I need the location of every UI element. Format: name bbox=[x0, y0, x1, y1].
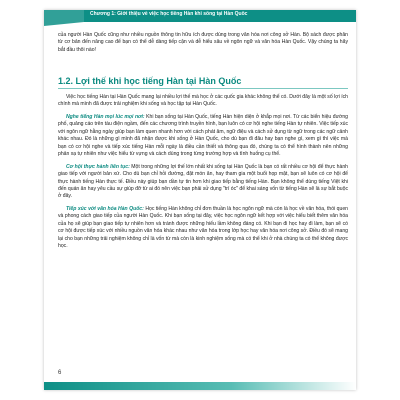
section-divider bbox=[58, 88, 348, 89]
section-body bbox=[58, 94, 348, 256]
paragraph-text: Học tiếng Hàn không chỉ đơn thuần là học ngôn ngữ mà còn là học về văn hóa, thói quen và phong cách giao tiếp của người Hàn Quốc. Khi bạn sống tại đây, việc học ngôn ngữ kết hợp với việc hiểu biết thêm văn hóa của họ sẽ giúp bạn giao tiếp tự nhiên hơn và tránh được những hiểu lầm không đáng có. Khi bạn đi học hay đi làm, bạn sẽ có cơ hội được tiếp xúc với nhiều nguồn văn hóa khác nhau như văn hóa trong lớp học hay văn hóa nơi công sở. Điều đó sẽ mang lại cho bạn những trải nghiệm không chỉ là vốn từ mà còn là kinh nghiệm sống mà có thể khi ở nhà chúng ta có thể không được học. bbox=[58, 205, 348, 250]
header-corner-decoration bbox=[44, 10, 84, 26]
paragraph-lead: Tiếp xúc với văn hóa Hàn Quốc: bbox=[66, 205, 144, 212]
book-page bbox=[44, 10, 356, 390]
section-title: 1.2. Lợi thế khi học tiếng Hàn tại Hàn Quốc bbox=[58, 76, 242, 86]
footer-decoration bbox=[44, 382, 356, 390]
paragraph bbox=[58, 114, 348, 159]
running-title: Chương 1: Giới thiệu về việc học tiếng Hàn khi sống tại Hàn Quốc bbox=[90, 11, 248, 17]
paragraph-text: Việc học tiếng Hàn tại Hàn Quốc mang lại nhiều lợi thế mà học ở các quốc gia khác không thể có. Dưới đây là một số lợi ích chính mà mình đã được trải nghiệm khi sống và học tập tại Hàn Quốc. bbox=[58, 94, 348, 108]
intro-paragraph: của người Hàn Quốc cũng như nhiều nguồn thông tin hữu ích được dùng trong văn hóa nơi công sở Hàn. Bộ sách được phân từ cơ bản đến nâng cao để bạn có thể dễ dàng tiếp cận và dễ hiểu sâu về ngôn ngữ và văn hóa Hàn Quốc. Vậy chúng ta hãy bắt đầu thôi nào! bbox=[58, 32, 348, 53]
paragraph-text: Khi bạn sống tại Hàn Quốc, tiếng Hàn hiện diện ở khắp mọi nơi. Từ các biển hiệu đường phố, quảng cáo trên tàu điện ngầm, đến các chương trình truyền hình, bạn luôn có cơ hội nghe tiếng Hàn tự nhiên. Việc tiếp xúc với ngôn ngữ hằng ngày giúp bạn làm quen nhanh hơn với cách phát âm, ngữ điệu và cách sử dụng từ ngữ trong các ngữ cảnh khác nhau. Đó là những gì mình đã nhận được khi sống ở Hàn Quốc, cho dù bạn đi đâu hay bạn nghe gì, xem gì thì việc mà bạn có cơ hội nghe và tiếp xúc tiếng Hàn mỗi ngày là điều cần thiết và thông qua đó, chúng ta có thể hình thành nên những phản xạ tự nhiên như việc hiểu từ vựng và cách dùng trong từng trường hợp và tình huống cụ thể. bbox=[58, 113, 348, 158]
paragraph-lead: Cơ hội thực hành liên tục: bbox=[66, 163, 130, 170]
paragraph bbox=[58, 164, 348, 201]
paragraph-lead: Nghe tiếng Hàn mọi lúc mọi nơi: bbox=[66, 113, 145, 120]
header-bar bbox=[44, 10, 356, 26]
page-number: 6 bbox=[58, 370, 62, 376]
paragraph-text: Một trong những lợi thế lớn nhất khi sống tại Hàn Quốc là bạn có rất nhiều cơ hội để thực hành giao tiếp với người bản xứ. Cho dù bạn chỉ hỏi đường, đặt món ăn, hay tham gia một buổi họp mặt, bạn sẽ luôn có cơ hội để thực hành tiếng Hàn thực tế. Điều này giúp bạn dần tự tin hơn khi giao tiếp bằng tiếng Hàn. Bạn không thể dùng tiếng Việt khi đến quán ăn hay yêu cầu sự giúp đỡ từ ai đó nên việc bạn phải sử dụng "trí óc" để khai sáng vốn từ tiếng Hàn sẽ là sự bắt buộc ở đây. bbox=[58, 163, 348, 200]
paragraph bbox=[58, 94, 348, 109]
paragraph bbox=[58, 206, 348, 251]
